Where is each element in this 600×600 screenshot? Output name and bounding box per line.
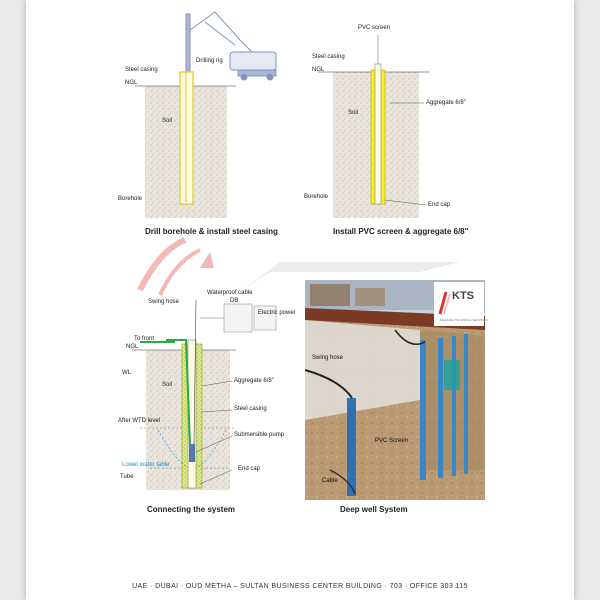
soil-label: Soil [162,382,173,388]
ngl-label: NGL [125,80,138,86]
steel-casing [180,72,193,204]
photo-caption: Deep well System [340,505,408,514]
steel-casing-label: Steel casing [234,406,267,412]
ngl-label: NGL [312,67,325,73]
water-table-label: After WTD level [118,418,161,424]
end-cap-label: End cap [428,202,451,208]
waterproof-cable-label: Waterproof cable [207,290,253,296]
deep-well-photo [305,280,485,500]
ngl-label: NGL [126,344,139,350]
tube-label: Tube [120,474,134,480]
soil-label: Soil [348,110,359,116]
lower-water-table-label: Lower water table [122,462,170,468]
pvc-screen [375,64,381,204]
end-cap-label: End cap [238,466,261,472]
submersible-pump-label: Submersible pump [234,432,285,438]
to-front-label: To front [134,336,155,342]
panel-1-caption: Drill borehole & install steel casing [145,227,278,236]
pvc-screen-label: PVC screen [358,25,391,31]
kts-logo-subtext: KHAZANA TECHNICAL SERVICES [440,318,488,322]
page-footer: UAE · DUBAI · OUD METHA – SULTAN BUSINESS CENTER BUILDING · 703 · OFFICE 303 115 [132,583,468,590]
submersible-pump [189,444,195,462]
borehole-label: Borehole [118,196,143,202]
photo-pvc-screen-label: PVC Screen [375,438,409,444]
kts-logo-text: KTS [452,290,474,302]
steel-casing-label: Steel casing [125,67,158,73]
electric-power-label: Electric power [258,310,296,316]
wl-label: WL [122,370,131,376]
swing-hose-label: Swing hose [148,299,180,305]
aggregate-label: Aggregate 6/8" [234,378,274,384]
soil-label: Soil [162,118,173,124]
drilling-rig-label: Drilling rig [196,58,223,64]
panel-2-caption: Install PVC screen & aggregate 6/8" [333,227,469,236]
photo-cable-label: Cable [322,478,338,484]
borehole-label: Borehole [304,194,329,200]
db-label: DB [230,298,239,304]
panel-1-diagram [135,12,276,218]
steel-casing-label: Steel casing [312,54,345,60]
drilling-rig-icon [186,12,276,80]
panel-2-diagram [318,35,430,218]
aggregate-label: Aggregate 6/8" [426,100,466,106]
panel-3-caption: Connecting the system [147,505,236,514]
photo-swing-hose-label: Swing hose [312,355,344,361]
db-box [224,304,252,332]
